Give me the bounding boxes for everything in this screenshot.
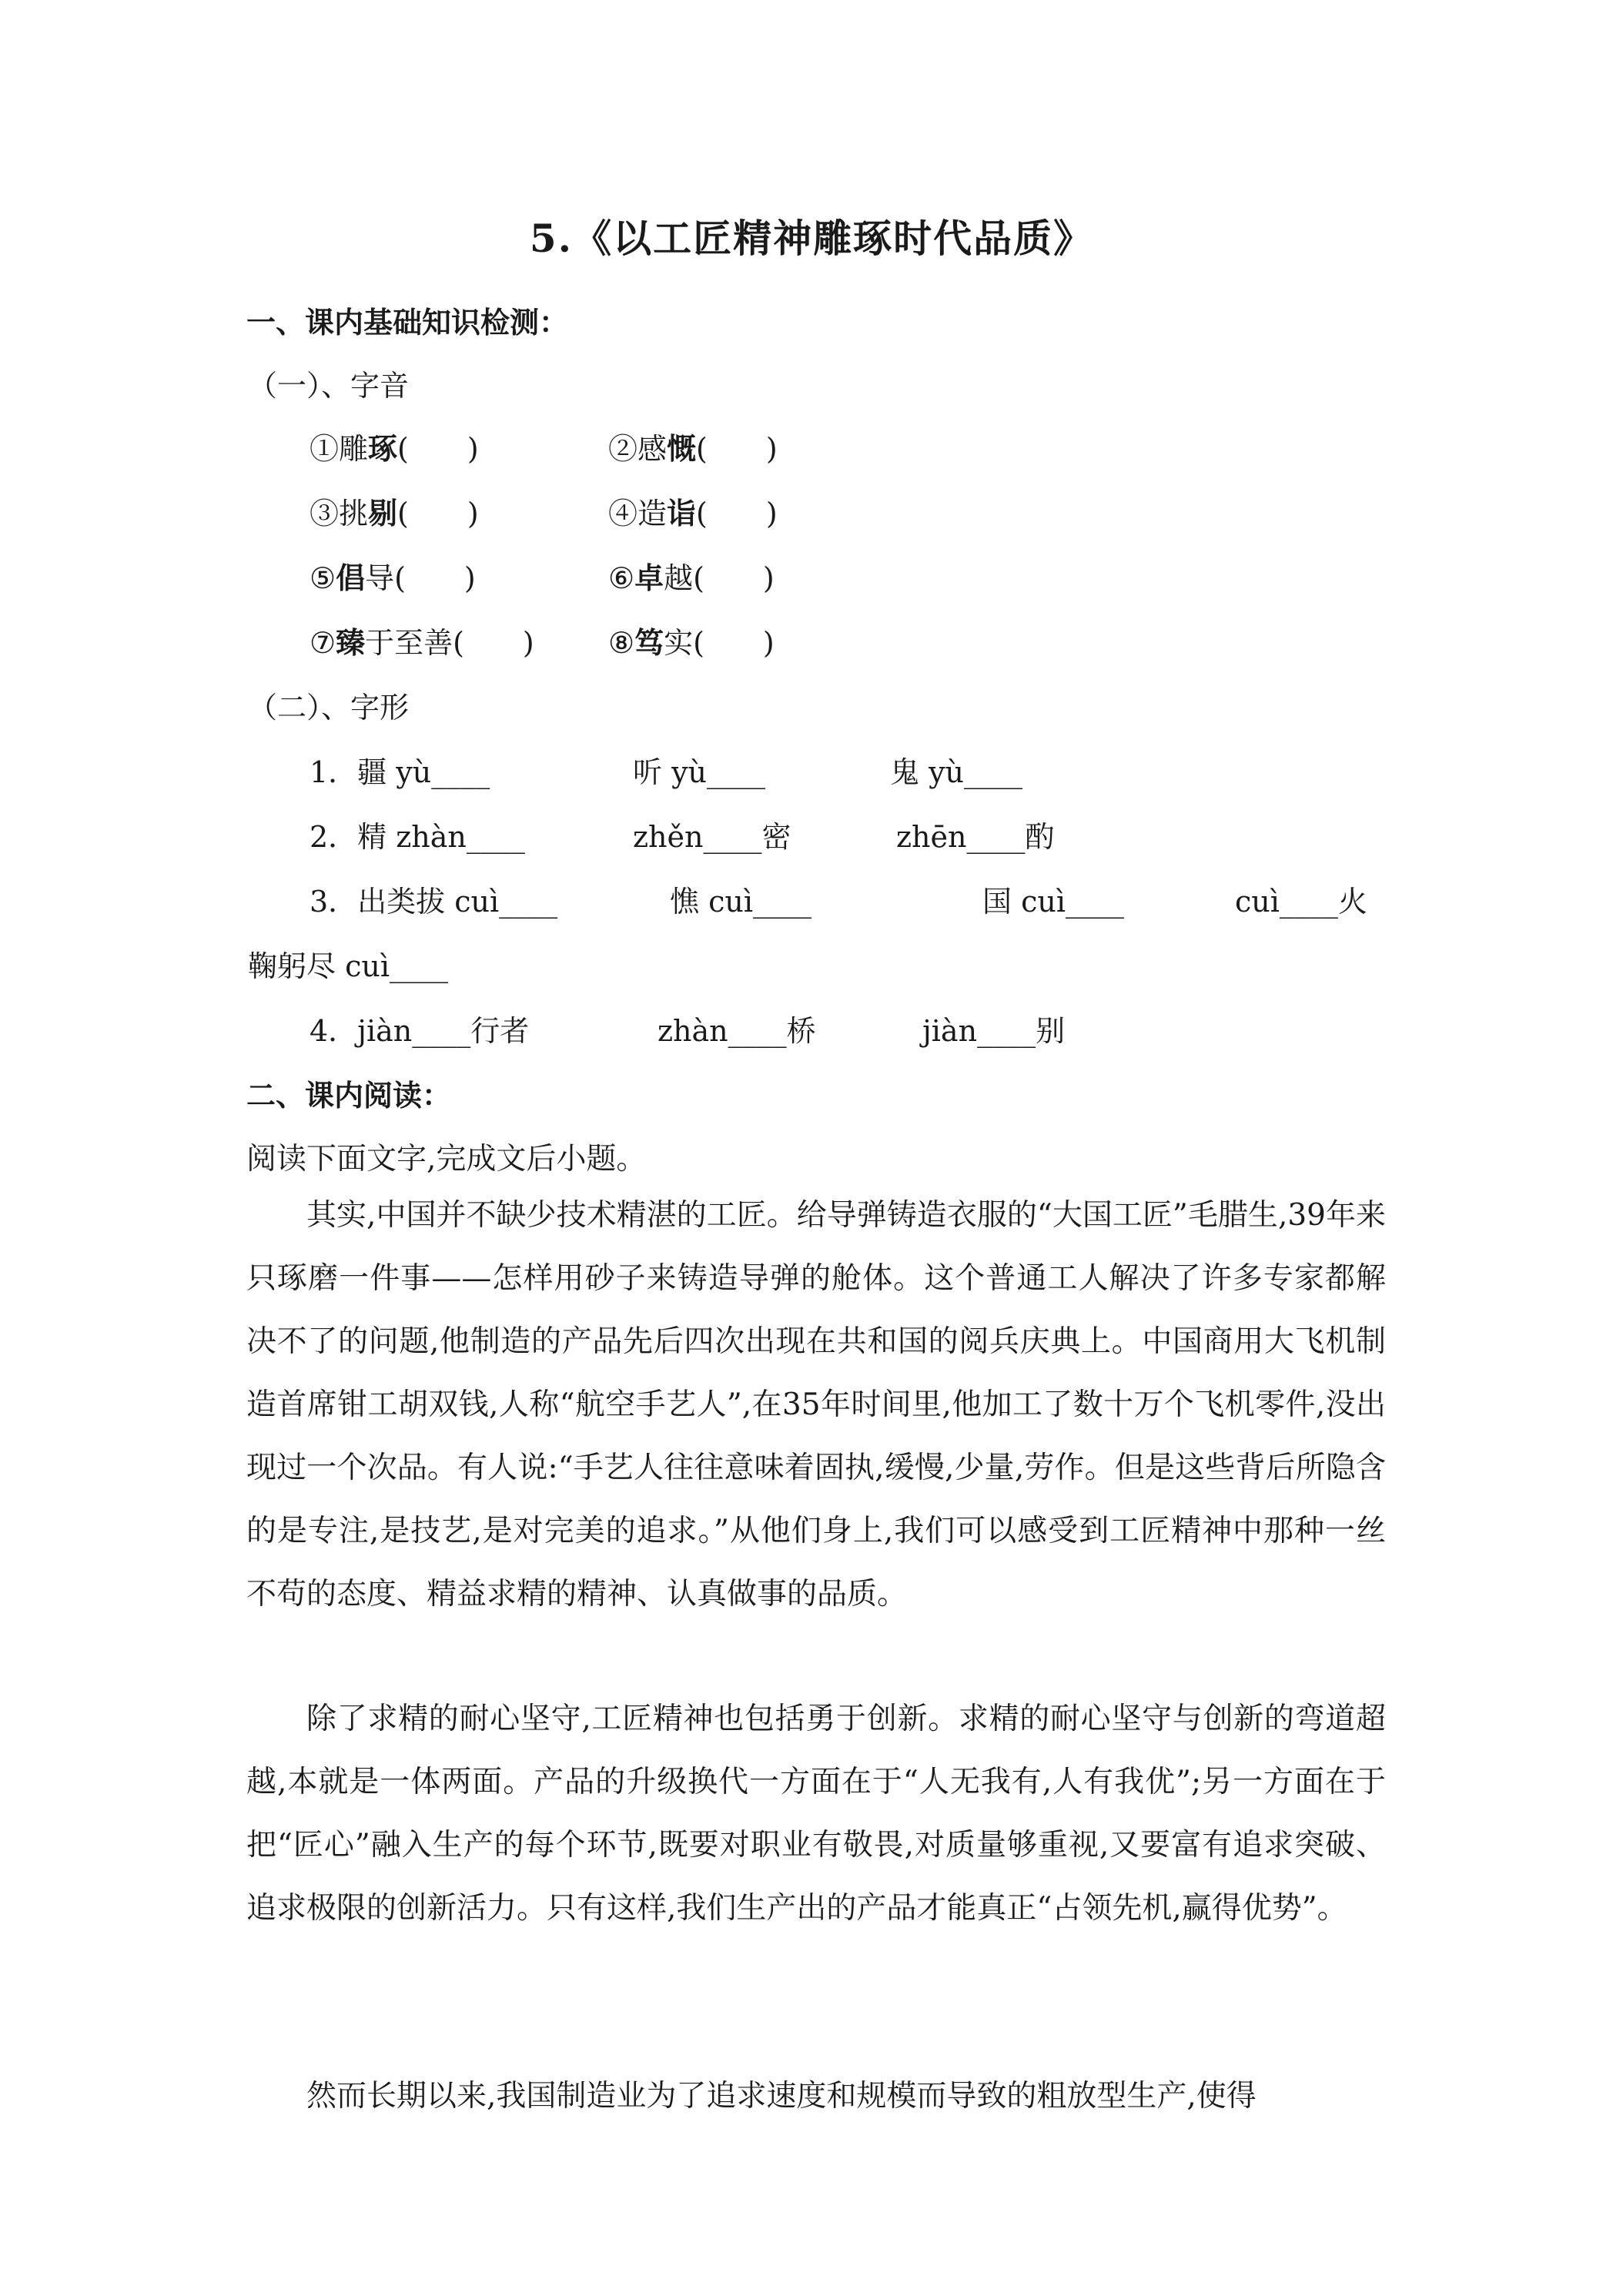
form-row3-a: 3．出类拔 cuì____ (310, 885, 558, 919)
reading-instruction: 阅读下面文字,完成文后小题。 (246, 1142, 647, 1176)
reading-paragraph-2: 除了求精的耐心坚守,工匠精神也包括勇于创新。求精的耐心坚守与创新的弯道超越,本就是一体两面。产品的升级换代一方面在于“人无我有,人有我优”;另一方面在于把“匠心”融入生产的每个环节,既要对职业有敬畏,对质量够重视,又要富有追求突破、追求极限的创新活力。只有这样,我们生产出的产品才能真正“占领先机,赢得优势”。 (246, 1702, 1386, 1926)
form-row1-c: 鬼 yù____ (890, 755, 1023, 789)
form-row1-a: 1．疆 yù____ (310, 755, 490, 789)
form-row2-c: zhēn____酌 (896, 820, 1055, 854)
form-row4-c: jiàn____别 (922, 1014, 1066, 1048)
form-row3-d: cuì____火 (1235, 885, 1367, 919)
form-row2-b: zhěn____密 (633, 820, 791, 854)
page-title: 5.《以工匠精神雕琢时代品质》 (529, 216, 1094, 261)
pron-item-5: ⑤倡导( ) (310, 561, 476, 595)
form-row2-a: 2．精 zhàn____ (310, 820, 525, 854)
pron-item-6: ⑥卓越( ) (608, 561, 775, 595)
form-row3-c: 国 cuì____ (982, 885, 1124, 919)
pron-item-2: ②感慨( ) (608, 431, 778, 466)
part1-label: （一）、字音 (248, 369, 410, 403)
section1-heading: 一、课内基础知识检测： (246, 306, 569, 340)
pron-item-4: ④造诣( ) (608, 496, 778, 530)
form-row3-continued: 鞠躬尽 cuì____ (248, 949, 448, 983)
reading-paragraph-1: 其实,中国并不缺少技术精湛的工匠。给导弹铸造衣服的“大国工匠”毛腊生,39年来只琢磨一件事——怎样用砂子来铸造导弹的舱体。这个普通工人解决了许多专家都解决不了的问题,他制造的产品先后四次出现在共和国的阅兵庆典上。中国商用大飞机制造首席钳工胡双钱,人称“航空手艺人”,在35年时间里,他加工了数十万个飞机零件,没出现过一个次品。有人说:“手艺人往往意味着固执,缓慢,少量,劳作。但是这些背后所隐含的是专注,是技艺,是对完美的追求。”从他们身上,我们可以感受到工匠精神中那种一丝不苟的态度、精益求精的精神、认真做事的品质。 (246, 1198, 1386, 1612)
pron-item-1: ①雕琢( ) (310, 431, 479, 466)
pron-item-8: ⑧笃实( ) (608, 625, 775, 660)
reading-paragraph-3: 然而长期以来,我国制造业为了追求速度和规模而导致的粗放型生产,使得 (306, 2079, 1257, 2114)
form-row1-b: 听 yù____ (633, 755, 766, 789)
pron-item-3: ③挑剔( ) (310, 496, 479, 530)
part2-label: （二）、字形 (248, 691, 410, 725)
pron-item-7: ⑦臻于至善( ) (310, 625, 534, 660)
section2-heading: 二、课内阅读： (246, 1079, 452, 1113)
form-row3-b: 憔 cuì____ (670, 885, 812, 919)
form-row4-b: zhàn____桥 (658, 1014, 816, 1048)
form-row4-a: 4．jiàn____行者 (310, 1014, 530, 1048)
